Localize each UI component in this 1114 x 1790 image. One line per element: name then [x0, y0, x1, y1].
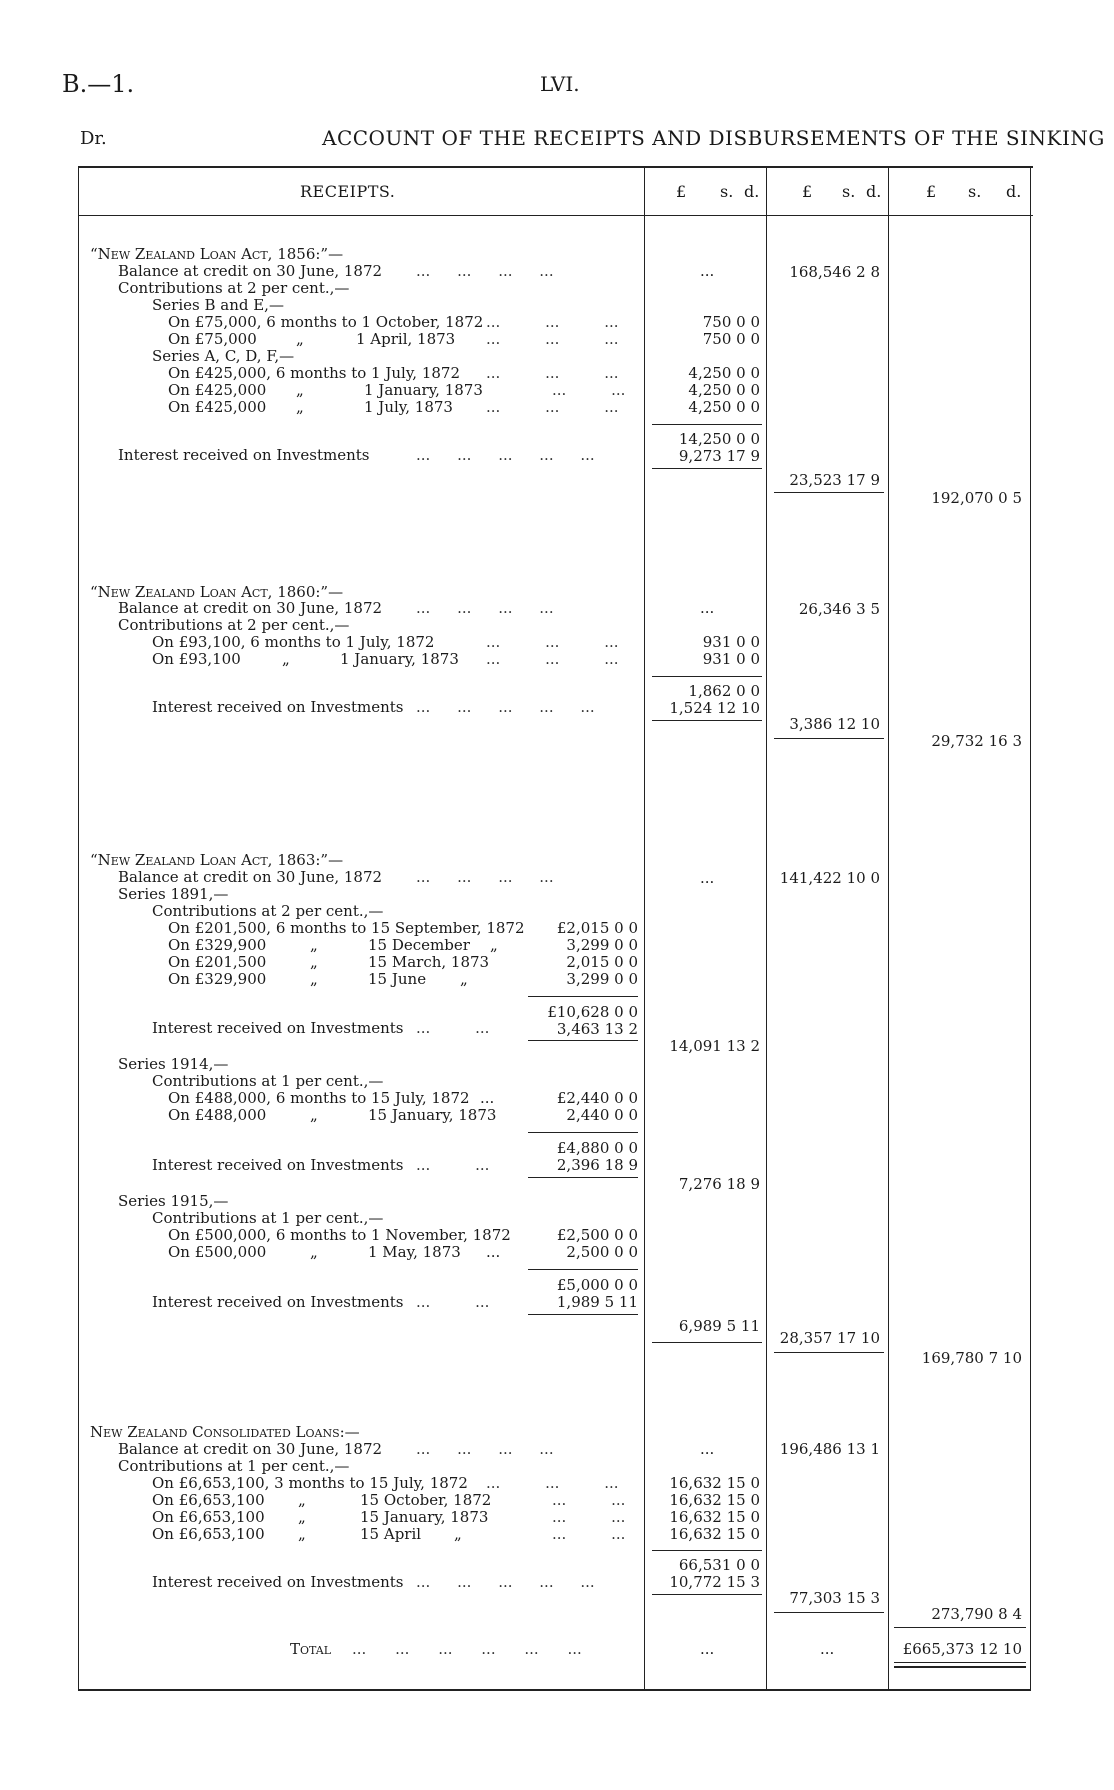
act-1860-col2-total: 3,386 12 10: [789, 715, 880, 733]
series-1891-label: Series 1891,—: [118, 885, 229, 903]
leader-dots: ... ... ...: [486, 313, 619, 331]
act-1856-balance-value: 168,546 2 8: [789, 263, 880, 281]
contrib-2pc-label: Contributions at 2 per cent.,—: [152, 902, 384, 920]
ditto-mark: „: [310, 936, 318, 954]
leader-dots: ... ...: [416, 1293, 490, 1311]
table-top-rule: [78, 166, 1033, 168]
leader-dots: ... ... ... ... ... ...: [352, 1640, 582, 1658]
series-b-e-label: Series B and E,—: [152, 296, 284, 314]
leader-dots: ...: [486, 1243, 501, 1261]
col2-shilling: s.: [842, 182, 856, 201]
header-rule: [78, 215, 1033, 216]
series-1891-value: 2,015 0 0: [566, 953, 638, 971]
sum-rule: [652, 1594, 762, 1595]
ditto-mark: „: [298, 1508, 306, 1526]
sum-rule: [528, 1314, 638, 1315]
leader-dots: ... ... ...: [486, 1474, 619, 1492]
act-1860-contrib-label: Contributions at 2 per cent.,—: [118, 616, 350, 634]
sum-rule: [652, 720, 762, 721]
ditto-mark: „: [460, 970, 468, 988]
consolidated-line: On £6,653,100: [152, 1491, 265, 1509]
col3-pence: d.: [1006, 182, 1022, 201]
sum-rule: [894, 1627, 1026, 1628]
sum-rule: [528, 996, 638, 997]
col1-pound: £: [676, 182, 687, 201]
act-1856-line: On £75,000, 6 months to 1 October, 1872: [168, 313, 484, 331]
series-1914-interest-value: 2,396 18 9: [556, 1156, 638, 1174]
col-divider-1: [644, 166, 645, 1690]
leader-dots: ... ... ... ... ...: [416, 446, 595, 464]
series-1915-value: 2,500 0 0: [566, 1243, 638, 1261]
table-left-border: [78, 166, 79, 1690]
sum-rule: [652, 424, 762, 425]
act-1863-heading: “New Zealand Loan Act, 1863:”—: [90, 851, 344, 869]
act-1856-line-date: 1 April, 1873: [356, 330, 456, 348]
act-1856-heading: “New Zealand Loan Act, 1856:”—: [90, 245, 344, 263]
consolidated-value: 16,632 15 0: [669, 1508, 760, 1526]
act-1860-value: 931 0 0: [702, 633, 760, 651]
col3-pound: £: [926, 182, 937, 201]
series-1915-interest-label: Interest received on Investments: [152, 1293, 404, 1311]
leader-dots: ...: [700, 262, 715, 280]
total-label: Total: [290, 1640, 332, 1658]
series-1915-date: 1 May, 1873: [368, 1243, 461, 1261]
leader-dots: ... ... ... ...: [416, 599, 554, 617]
leader-dots: ... ...: [416, 1156, 490, 1174]
series-1914-interest-label: Interest received on Investments: [152, 1156, 404, 1174]
act-1860-balance-label: Balance at credit on 30 June, 1872: [118, 599, 383, 617]
series-1914-line: On £488,000: [168, 1106, 267, 1124]
act-1856-value: 4,250 0 0: [688, 364, 760, 382]
series-1915-total: 6,989 5 11: [678, 1317, 760, 1335]
leader-dots: ... ...: [416, 1019, 490, 1037]
act-1860-subtotal: 1,862 0 0: [688, 682, 760, 700]
col3-shilling: s.: [968, 182, 982, 201]
act-1863-total: 169,780 7 10: [921, 1349, 1022, 1367]
ditto-mark: „: [454, 1525, 462, 1543]
series-1914-subtotal: £4,880 0 0: [556, 1139, 638, 1157]
table-bottom-rule: [78, 1689, 1031, 1691]
consolidated-value: 16,632 15 0: [669, 1525, 760, 1543]
leader-dots: ...: [700, 599, 715, 617]
series-1891-date: 15 December: [368, 936, 470, 954]
leader-dots: ...: [820, 1640, 835, 1658]
series-1891-date: 15 June: [368, 970, 427, 988]
series-1914-date: 15 January, 1873: [368, 1106, 497, 1124]
series-1915-interest-value: 1,989 5 11: [556, 1293, 638, 1311]
act-1856-total: 192,070 0 5: [931, 489, 1022, 507]
consolidated-date: 15 October, 1872: [360, 1491, 492, 1509]
leader-dots: ... ...: [552, 1525, 626, 1543]
page-title: ACCOUNT OF THE RECEIPTS AND DISBURSEMENTS OF THE SINKING: [322, 126, 1105, 150]
sum-rule: [774, 492, 884, 493]
leader-dots: ... ... ...: [486, 398, 619, 416]
contrib-1pc-label: Contributions at 1 per cent.,—: [152, 1209, 384, 1227]
sum-rule: [528, 1040, 638, 1041]
series-1891-subtotal: £10,628 0 0: [547, 1003, 638, 1021]
act-1856-balance-label: Balance at credit on 30 June, 1872: [118, 262, 383, 280]
leader-dots: ...: [700, 869, 715, 887]
table-right-border: [1030, 166, 1031, 1690]
ditto-mark: „: [298, 1525, 306, 1543]
ditto-mark: „: [282, 650, 290, 668]
consolidated-interest-value: 10,772 15 3: [669, 1573, 760, 1591]
page-ref: B.—1.: [62, 70, 135, 98]
act-1860-line: On £93,100: [152, 650, 241, 668]
act-1860-interest-label: Interest received on Investments: [152, 698, 404, 716]
sum-rule: [528, 1269, 638, 1270]
act-1856-value: 750 0 0: [702, 330, 760, 348]
grand-total: £665,373 12 10: [902, 1640, 1022, 1658]
contrib-1pc-label: Contributions at 1 per cent.,—: [152, 1072, 384, 1090]
act-1856-line: On £425,000: [168, 381, 267, 399]
sum-rule: [528, 1132, 638, 1133]
consolidated-value: 16,632 15 0: [669, 1474, 760, 1492]
sum-rule: [774, 1352, 884, 1353]
consolidated-line: On £6,653,100: [152, 1508, 265, 1526]
series-1891-total: 14,091 13 2: [669, 1037, 760, 1055]
consolidated-total: 273,790 8 4: [931, 1605, 1022, 1623]
ditto-mark: „: [490, 936, 498, 954]
series-1891-interest-value: 3,463 13 2: [556, 1020, 638, 1038]
col-divider-2: [766, 166, 767, 1690]
series-1914-value: 2,440 0 0: [566, 1106, 638, 1124]
consolidated-col2-total: 77,303 15 3: [789, 1589, 880, 1607]
leader-dots: ... ...: [552, 1508, 626, 1526]
ditto-mark: „: [310, 1243, 318, 1261]
consolidated-subtotal: 66,531 0 0: [678, 1556, 760, 1574]
leader-dots: ...: [700, 1640, 715, 1658]
ditto-mark: „: [296, 381, 304, 399]
series-acdf-label: Series A, C, D, F,—: [152, 347, 295, 365]
act-1856-value: 4,250 0 0: [688, 398, 760, 416]
leader-dots: ...: [480, 1089, 495, 1107]
series-1914-value: £2,440 0 0: [556, 1089, 638, 1107]
page-number: LVI.: [540, 72, 580, 96]
leader-dots: ... ... ... ... ...: [416, 1573, 595, 1591]
leader-dots: ... ... ...: [486, 633, 619, 651]
act-1856-interest-label: Interest received on Investments: [118, 446, 370, 464]
act-1856-line: On £75,000: [168, 330, 257, 348]
series-1915-line: On £500,000: [168, 1243, 267, 1261]
act-1856-col2-total: 23,523 17 9: [789, 471, 880, 489]
consolidated-contrib-label: Contributions at 1 per cent.,—: [118, 1457, 350, 1475]
act-1860-total: 29,732 16 3: [931, 732, 1022, 750]
series-1891-date: 15 March, 1873: [368, 953, 490, 971]
leader-dots: ... ... ... ...: [416, 868, 554, 886]
act-1860-line: On £93,100, 6 months to 1 July, 1872: [152, 633, 435, 651]
leader-dots: ... ... ... ...: [416, 1440, 554, 1458]
act-1856-interest-value: 9,273 17 9: [678, 447, 760, 465]
sum-rule: [652, 1342, 762, 1343]
consolidated-date: 15 April: [360, 1525, 422, 1543]
sum-rule: [774, 738, 884, 739]
receipts-header: RECEIPTS.: [300, 182, 396, 201]
col2-pound: £: [802, 182, 813, 201]
act-1860-value: 931 0 0: [702, 650, 760, 668]
ditto-mark: „: [310, 970, 318, 988]
consolidated-balance-label: Balance at credit on 30 June, 1872: [118, 1440, 383, 1458]
series-1891-line: On £201,500: [168, 953, 267, 971]
double-rule-bottom: [894, 1666, 1026, 1668]
consolidated-date: 15 January, 1873: [360, 1508, 489, 1526]
col1-pence: d.: [744, 182, 760, 201]
col1-shilling: s.: [720, 182, 734, 201]
sum-rule: [652, 1550, 762, 1551]
act-1856-line: On £425,000, 6 months to 1 July, 1872: [168, 364, 461, 382]
ditto-mark: „: [310, 953, 318, 971]
series-1891-line: On £201,500, 6 months to 15 September, 1872: [168, 919, 525, 937]
act-1856-line: On £425,000: [168, 398, 267, 416]
ditto-mark: „: [296, 330, 304, 348]
sum-rule: [652, 468, 762, 469]
series-1915-line: On £500,000, 6 months to 1 November, 1872: [168, 1226, 511, 1244]
series-1915-value: £2,500 0 0: [556, 1226, 638, 1244]
act-1860-line-date: 1 January, 1873: [340, 650, 459, 668]
leader-dots: ... ... ...: [486, 650, 619, 668]
act-1856-value: 4,250 0 0: [688, 381, 760, 399]
act-1863-balance-label: Balance at credit on 30 June, 1872: [118, 868, 383, 886]
sum-rule: [528, 1177, 638, 1178]
consolidated-heading: New Zealand Consolidated Loans:—: [90, 1423, 360, 1441]
act-1860-interest-value: 1,524 12 10: [669, 699, 760, 717]
act-1863-col2-total: 28,357 17 10: [779, 1329, 880, 1347]
leader-dots: ...: [700, 1440, 715, 1458]
series-1891-line: On £329,900: [168, 970, 267, 988]
act-1863-balance-value: 141,422 10 0: [779, 869, 880, 887]
col-divider-3: [888, 166, 889, 1690]
series-1914-total: 7,276 18 9: [678, 1175, 760, 1193]
act-1856-contrib-label: Contributions at 2 per cent.,—: [118, 279, 350, 297]
leader-dots: ... ... ... ... ...: [416, 698, 595, 716]
sum-rule: [652, 676, 762, 677]
consolidated-value: 16,632 15 0: [669, 1491, 760, 1509]
consolidated-line: On £6,653,100: [152, 1525, 265, 1543]
series-1914-line: On £488,000, 6 months to 15 July, 1872: [168, 1089, 470, 1107]
series-1891-line: On £329,900: [168, 936, 267, 954]
col2-pence: d.: [866, 182, 882, 201]
series-1891-value: 3,299 0 0: [566, 970, 638, 988]
leader-dots: ... ... ...: [486, 364, 619, 382]
act-1856-subtotal: 14,250 0 0: [678, 430, 760, 448]
series-1914-label: Series 1914,—: [118, 1055, 229, 1073]
leader-dots: ... ...: [552, 381, 626, 399]
act-1860-heading: “New Zealand Loan Act, 1860:”—: [90, 583, 344, 601]
consolidated-line: On £6,653,100, 3 months to 15 July, 1872: [152, 1474, 468, 1492]
leader-dots: ... ...: [552, 1491, 626, 1509]
series-1891-value: 3,299 0 0: [566, 936, 638, 954]
ditto-mark: „: [296, 398, 304, 416]
consolidated-interest-label: Interest received on Investments: [152, 1573, 404, 1591]
leader-dots: ... ... ... ...: [416, 262, 554, 280]
double-rule-top: [894, 1662, 1026, 1663]
series-1891-interest-label: Interest received on Investments: [152, 1019, 404, 1037]
act-1860-balance-value: 26,346 3 5: [798, 600, 880, 618]
dr-label: Dr.: [80, 128, 107, 149]
series-1891-value: £2,015 0 0: [556, 919, 638, 937]
act-1856-value: 750 0 0: [702, 313, 760, 331]
act-1856-line-date: 1 January, 1873: [364, 381, 483, 399]
leader-dots: ... ... ...: [486, 330, 619, 348]
sum-rule: [774, 1612, 884, 1613]
series-1915-label: Series 1915,—: [118, 1192, 229, 1210]
act-1856-line-date: 1 July, 1873: [364, 398, 453, 416]
ditto-mark: „: [298, 1491, 306, 1509]
series-1915-subtotal: £5,000 0 0: [556, 1276, 638, 1294]
ditto-mark: „: [310, 1106, 318, 1124]
consolidated-balance-value: 196,486 13 1: [779, 1440, 880, 1458]
